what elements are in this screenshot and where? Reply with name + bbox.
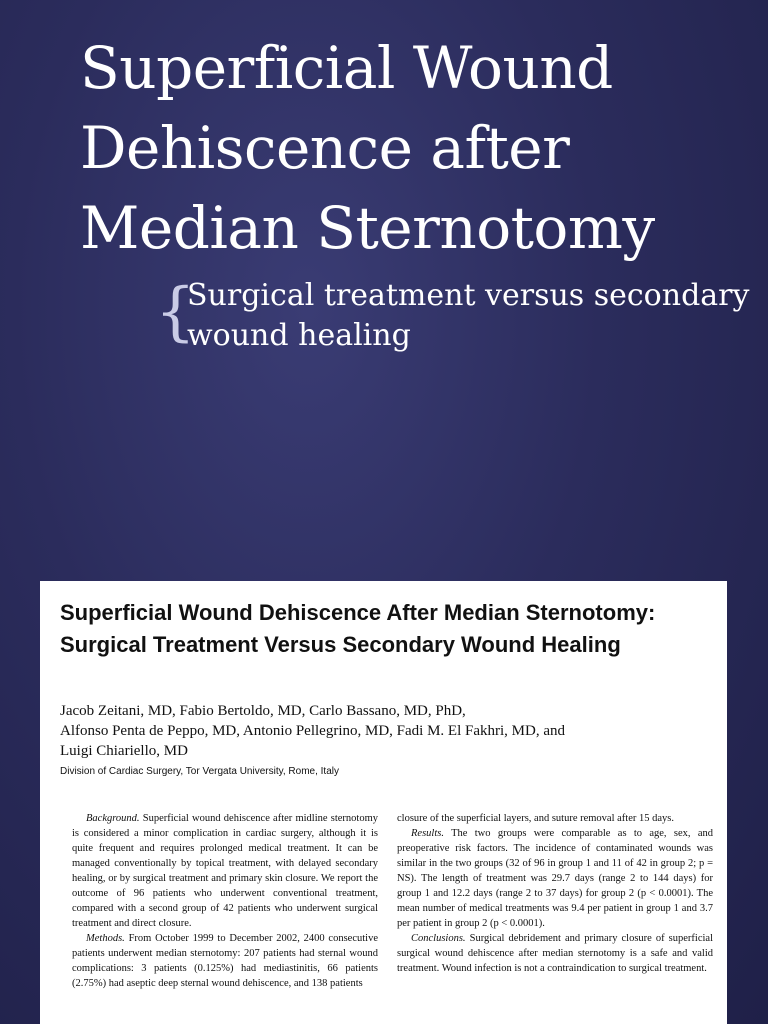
abstract-paragraph (72, 811, 378, 931)
paragraph-lead: Methods. (86, 933, 125, 944)
paragraph-text: The two groups were comparable as to age, sex, and preoperative risk factors. The incidence of contaminated wounds was similar in the two groups (32 of 96 in group 1 and 11 of 42 in group 2; p = NS). The length of treatment was 29.7 days (range 2 to 144 days) for group 1 and 12.2 days (range 2 to 37 days) for group 2 (p < 0.0001). The mean number of medical treatments was 9.4 per patient in group 1 and 3.7 per patient in group 2 (p < 0.0001). (397, 828, 713, 929)
abstract-right-column (397, 811, 713, 976)
abstract-paragraph (72, 931, 378, 991)
paragraph-lead: Conclusions. (411, 933, 466, 944)
paragraph-lead: Background. (86, 813, 140, 824)
abstract-paragraph (397, 931, 713, 976)
paragraph-text: closure of the superficial layers, and suture removal after 15 days. (397, 813, 674, 824)
paragraph-text: Surgical debridement and primary closure of superficial surgical wound dehiscence after median sternotomy is a safe and valid treatment. Wound infection is not a contraindication to surgical treatment. (397, 933, 713, 974)
abstract-left-column (72, 811, 378, 991)
abstract-paragraph (397, 811, 713, 826)
paper-title: Superficial Wound Dehiscence After Median Sternotomy: Surgical Treatment Versus Secondary Wound Healing (60, 600, 656, 657)
slide-title: Superficial Wound Dehiscence after Median Sternotomy (80, 34, 655, 262)
author-line: Jacob Zeitani, MD, Fabio Bertoldo, MD, Carlo Bassano, MD, PhD, (60, 703, 466, 719)
brace-icon: { (155, 275, 196, 349)
paper-affiliation: Division of Cardiac Surgery, Tor Vergata University, Rome, Italy (60, 766, 339, 777)
paragraph-text: From October 1999 to December 2002, 2400 consecutive patients underwent median sternotomy: 207 patients had sternal wound complications: 3 patients (0.125%) had mediastinitis, 66 patients (2.75%) had aseptic deep sternal wound dehiscence, and 138 patients (72, 933, 378, 989)
slide-subtitle: Surgical treatment versus secondary wound healing (187, 278, 750, 353)
paragraph-lead: Results. (411, 828, 444, 839)
abstract-paragraph (397, 826, 713, 931)
author-line: Alfonso Penta de Peppo, MD, Antonio Pellegrino, MD, Fadi M. El Fakhri, MD, and (60, 723, 565, 739)
paragraph-text: Superficial wound dehiscence after midline sternotomy is considered a minor complication in cardiac surgery, although it is quite frequent and requires prolonged medical treatment. It can be managed conventionally by topical treatment, with delayed secondary healing, or by surgical treatment and primary skin closure. We report the outcome of 96 patients who underwent conventional treatment, compared with a second group of 42 patients who underwent surgical treatment and direct closure. (72, 813, 378, 929)
author-line: Luigi Chiariello, MD (60, 743, 188, 759)
paper-excerpt (40, 581, 727, 1024)
paper-authors (60, 701, 715, 761)
